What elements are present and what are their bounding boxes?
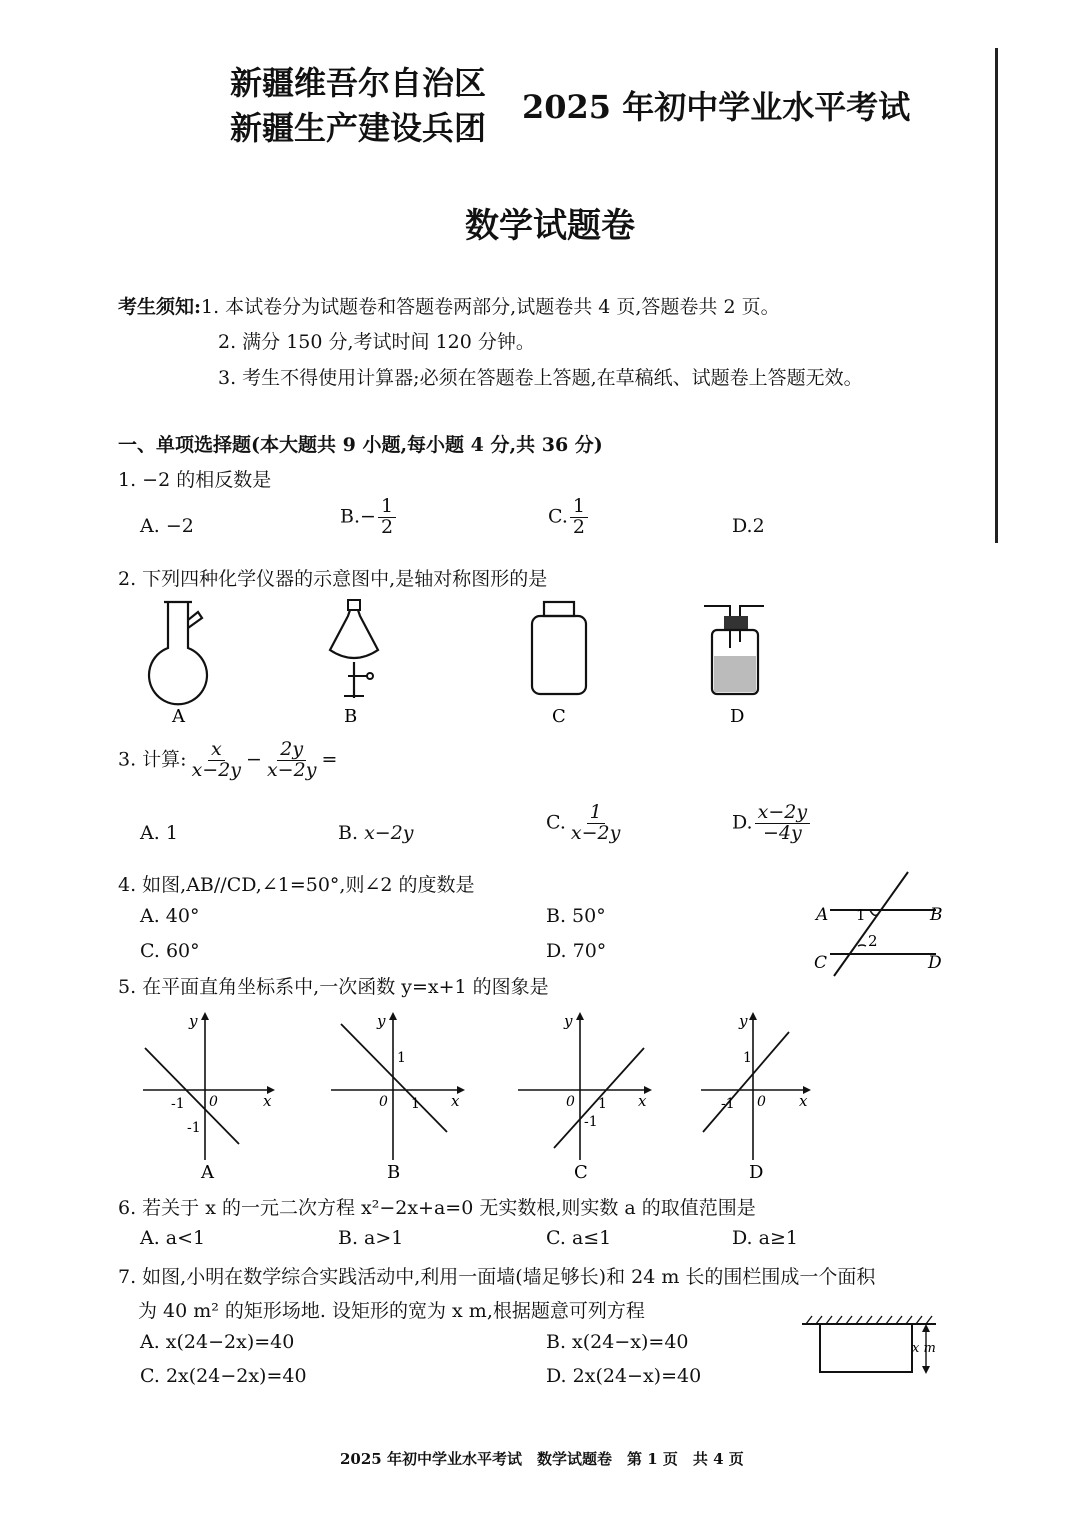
notice-item-1: 1. 本试卷分为试题卷和答题卷两部分,试题卷共 4 页,答题卷共 2 页。 (201, 296, 780, 318)
q5-graph-b (325, 1008, 475, 1183)
q4-label-d: D (928, 953, 942, 973)
q6-option-c: C. a≤1 (546, 1227, 612, 1249)
svg-text:-1: -1 (171, 1096, 185, 1112)
q3-option-d: D. $\frac{x-2y}{-4y}$ (732, 803, 812, 844)
q5-graph-d (695, 1008, 845, 1183)
q5-label-d: D (749, 1162, 764, 1183)
q4-option-b: B. 50° (546, 905, 606, 927)
q2-figure-b (320, 598, 390, 728)
svg-text:-1: -1 (721, 1096, 735, 1112)
q2-figure-d (700, 598, 780, 728)
q5-stem: 5. 在平面直角坐标系中,一次函数 y=x+1 的图象是 (118, 976, 549, 998)
q4-label-a: A (816, 905, 829, 925)
svg-text:0: 0 (209, 1094, 218, 1110)
q2-stem: 2. 下列四种化学仪器的示意图中,是轴对称图形的是 (118, 568, 548, 590)
q4-figure (812, 868, 952, 978)
q4-label-c: C (814, 953, 828, 973)
svg-text:x: x (451, 1092, 460, 1110)
notice-item-3: 3. 考生不得使用计算器;必须在答题卷上答题,在草稿纸、试题卷上答题无效。 (218, 367, 863, 389)
q7-figure (800, 1312, 950, 1382)
q5-label-b: B (387, 1162, 401, 1183)
q7-option-c: C. 2x(24−2x)=40 (140, 1365, 307, 1387)
q2-figure-a (140, 598, 220, 728)
q6-stem: 6. 若关于 x 的一元二次方程 x²−2x+a=0 无实数根,则实数 a 的取值范围是 (118, 1197, 756, 1219)
svg-text:x: x (638, 1092, 647, 1110)
q6-option-d: D. a≥1 (732, 1227, 798, 1249)
q4-label-b: B (930, 905, 943, 925)
svg-text:0: 0 (379, 1094, 388, 1110)
svg-text:1: 1 (411, 1096, 420, 1112)
q5-graph-a (135, 1008, 285, 1183)
q4-option-d: D. 70° (546, 940, 607, 962)
margin-line (995, 48, 998, 543)
q1-option-a: A. −2 (140, 515, 194, 537)
q3-option-b: B. x−2y (338, 822, 414, 844)
q1-option-c: C. $\frac{1}{2}$ (548, 497, 590, 538)
q4-angle-2: 2 (868, 932, 878, 950)
q2-label-a: A (172, 706, 185, 727)
q3-option-a: A. 1 (140, 822, 178, 844)
region-line-1: 新疆维吾尔自治区 (230, 64, 487, 102)
svg-text:x: x (263, 1092, 272, 1110)
q4-option-a: A. 40° (140, 905, 200, 927)
q5-graph-c (512, 1008, 662, 1183)
svg-text:-1: -1 (584, 1114, 598, 1130)
notice-label: 考生须知:1. 本试卷分为试题卷和答题卷两部分,试题卷共 4 页,答题卷共 2 页。 (118, 296, 780, 318)
q4-stem: 4. 如图,AB//CD,∠1=50°,则∠2 的度数是 (118, 874, 475, 896)
q3-option-c: C. $\frac{1}{x-2y}$ (546, 801, 621, 844)
exam-title: 2025 年初中学业水平考试 (522, 88, 911, 126)
q6-option-a: A. a<1 (140, 1227, 206, 1249)
q4-angle-1: 1 (856, 906, 866, 924)
svg-text:1: 1 (743, 1050, 752, 1066)
svg-text:x: x (799, 1092, 808, 1110)
q5-label-a: A (201, 1162, 214, 1183)
q6-option-b: B. a>1 (338, 1227, 404, 1249)
section-heading: 一、单项选择题(本大题共 9 小题,每小题 4 分,共 36 分) (118, 434, 603, 456)
q7-option-d: D. 2x(24−x)=40 (546, 1365, 702, 1387)
q7-figure-label: x m (912, 1341, 936, 1356)
svg-text:1: 1 (397, 1050, 406, 1066)
q7-option-a: A. x(24−2x)=40 (140, 1331, 295, 1353)
svg-text:y: y (739, 1012, 748, 1030)
q2-label-b: B (344, 706, 358, 727)
svg-text:y: y (189, 1012, 198, 1030)
q1-option-b: B.− $\frac{1}{2}$ (340, 497, 398, 538)
q2-label-c: C (552, 706, 566, 727)
svg-text:0: 0 (566, 1094, 575, 1110)
q2-label-d: D (730, 706, 745, 727)
q3-stem: 3. 计算: $\frac{x}{x-2y}$ − $\frac{2y}{x-2y}$ = (118, 738, 338, 781)
page-footer: 2025 年初中学业水平考试 数学试题卷 第 1 页 共 4 页 (340, 1450, 744, 1468)
q1-stem: 1. −2 的相反数是 (118, 469, 272, 491)
q1-option-d: D.2 (732, 515, 765, 537)
svg-text:y: y (564, 1012, 573, 1030)
svg-text:0: 0 (757, 1094, 766, 1110)
q2-figure-c (528, 598, 598, 728)
q7-stem-line-2: 为 40 m² 的矩形场地. 设矩形的宽为 x m,根据题意可列方程 (138, 1300, 645, 1322)
svg-text:-1: -1 (187, 1120, 201, 1136)
q7-stem-line-1: 7. 如图,小明在数学综合实践活动中,利用一面墙(墙足够长)和 24 m 长的围栏围成一个面积 (118, 1266, 876, 1288)
svg-text:y: y (377, 1012, 386, 1030)
svg-text:1: 1 (598, 1096, 607, 1112)
region-line-2: 新疆生产建设兵团 (230, 109, 487, 147)
q4-option-c: C. 60° (140, 940, 200, 962)
q7-option-b: B. x(24−x)=40 (546, 1331, 689, 1353)
q5-label-c: C (574, 1162, 588, 1183)
paper-title: 数学试题卷 (465, 206, 635, 246)
notice-item-2: 2. 满分 150 分,考试时间 120 分钟。 (218, 331, 535, 353)
